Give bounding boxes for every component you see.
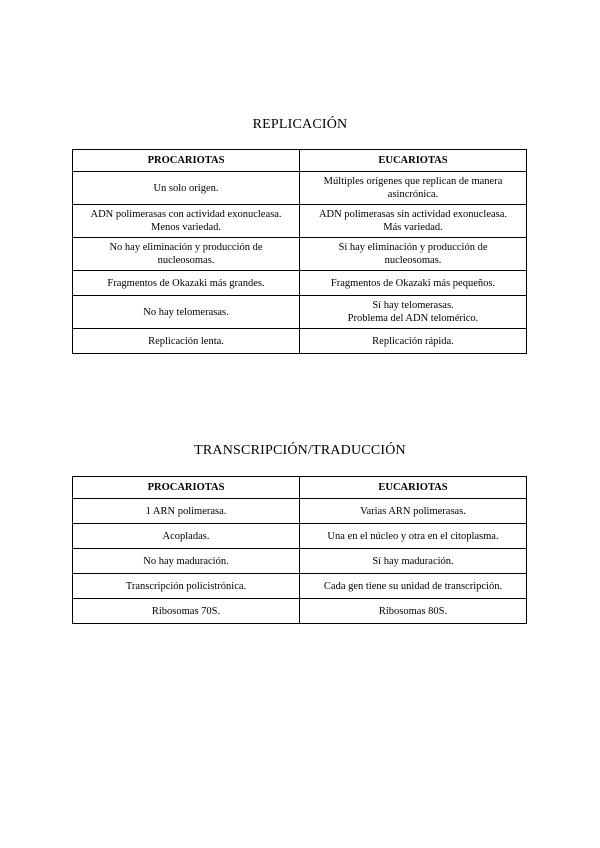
table-row <box>73 549 527 574</box>
eukaryote-cell: Replicación rápida. <box>300 329 527 354</box>
prokaryote-cell: No hay eliminación y producción de nucleosomas. <box>73 238 300 271</box>
table-row <box>73 205 527 238</box>
prokaryote-cell: Un solo origen. <box>73 172 300 205</box>
header-prokaryotes: PROCARIOTAS <box>73 150 300 172</box>
eukaryote-cell: Una en el núcleo y otra en el citoplasma. <box>300 524 527 549</box>
prokaryote-cell: ADN polimerasas con actividad exonucleasa. Menos variedad. <box>73 205 300 238</box>
table-row <box>73 524 527 549</box>
prokaryote-cell: No hay telomerasas. <box>73 296 300 329</box>
prokaryote-cell: Acopladas. <box>73 524 300 549</box>
table-header-row <box>73 477 527 499</box>
eukaryote-cell: Cada gen tiene su unidad de transcripción. <box>300 574 527 599</box>
table-row <box>73 271 527 296</box>
replication-table <box>72 149 527 354</box>
table-row <box>73 499 527 524</box>
prokaryote-cell: Transcripción policistrónica. <box>73 574 300 599</box>
transcription-title: TRANSCRIPCIÓN/TRADUCCIÓN <box>194 443 406 458</box>
header-prokaryotes: PROCARIOTAS <box>73 477 300 499</box>
eukaryote-cell: Ribosomas 80S. <box>300 599 527 624</box>
header-eukaryotes: EUCARIOTAS <box>300 150 527 172</box>
prokaryote-cell: Ribosomas 70S. <box>73 599 300 624</box>
table-row <box>73 329 527 354</box>
eukaryote-cell: Varias ARN polimerasas. <box>300 499 527 524</box>
table-row <box>73 238 527 271</box>
prokaryote-cell: 1 ARN polimerasa. <box>73 499 300 524</box>
prokaryote-cell: No hay maduración. <box>73 549 300 574</box>
prokaryote-cell: Replicación lenta. <box>73 329 300 354</box>
table-row <box>73 172 527 205</box>
table-row <box>73 296 527 329</box>
table-header-row <box>73 150 527 172</box>
table-row <box>73 574 527 599</box>
eukaryote-cell: Sí hay telomerasas. Problema del ADN telomérico. <box>300 296 527 329</box>
table-row <box>73 599 527 624</box>
eukaryote-cell: Fragmentos de Okazaki más pequeños. <box>300 271 527 296</box>
transcription-table <box>72 476 527 624</box>
eukaryote-cell: ADN polimerasas sin actividad exonucleasa. Más variedad. <box>300 205 527 238</box>
replication-title: REPLICACIÓN <box>252 117 348 132</box>
eukaryote-cell: Múltiples orígenes que replican de manera asincrónica. <box>300 172 527 205</box>
eukaryote-cell: Sí hay eliminación y producción de nucleosomas. <box>300 238 527 271</box>
eukaryote-cell: Sí hay maduración. <box>300 549 527 574</box>
prokaryote-cell: Fragmentos de Okazaki más grandes. <box>73 271 300 296</box>
header-eukaryotes: EUCARIOTAS <box>300 477 527 499</box>
